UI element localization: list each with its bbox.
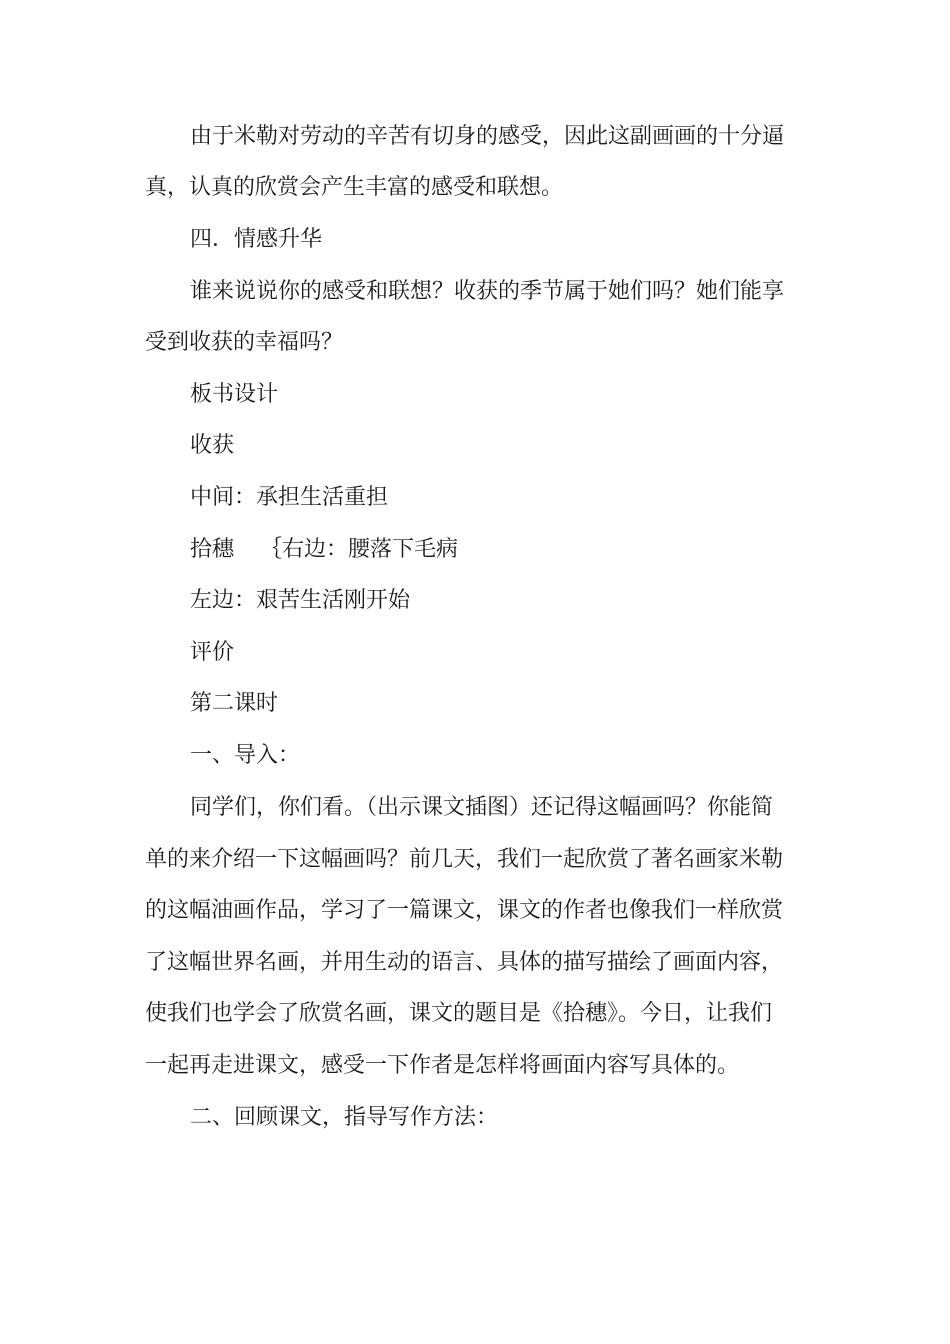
paragraph-line: 由于米勒对劳动的辛苦有切身的感受，因此这副画画的十分逼 [190, 124, 785, 149]
paragraph-line: 受到收获的幸福吗？ [145, 330, 344, 355]
lesson-heading: 第二课时 [190, 691, 279, 716]
paragraph-line: 真，认真的欣赏会产生丰富的感受和联想。 [145, 175, 564, 200]
board-line-right: ｛右边：腰落下毛病 [260, 537, 459, 562]
section-heading: 四．情感升华 [190, 227, 323, 252]
board-line-middle: 中间：承担生活重担 [190, 485, 389, 510]
paragraph-line: 谁来说说你的感受和联想？收获的季节属于她们吗？她们能享 [190, 279, 785, 304]
board-design-heading: 板书设计 [190, 382, 279, 407]
board-evaluation: 评价 [190, 640, 235, 665]
paragraph-line: 了这幅世界名画，并用生动的语言、具体的描写描绘了画面内容， [145, 950, 784, 975]
board-title: 收获 [190, 433, 235, 458]
paragraph-line: 单的来介绍一下这幅画吗？前几天，我们一起欣赏了著名画家米勒 [145, 847, 784, 872]
section-heading: 二、回顾课文，指导写作方法： [190, 1105, 499, 1130]
section-heading: 一、导入： [190, 743, 301, 768]
paragraph-line: 使我们也学会了欣赏名画，课文的题目是《拾穗》。今日，让我们 [145, 1001, 773, 1026]
board-line-center [190, 535, 458, 565]
board-center-label: 拾穗 [190, 537, 235, 562]
paragraph-line: 同学们，你们看。（出示课文插图）还记得这幅画吗？你能简 [190, 795, 774, 820]
paragraph-line: 一起再走进课文，感受一下作者是怎样将画面内容写具体的。 [145, 1053, 740, 1078]
paragraph-line: 的这幅油画作品，学习了一篇课文，课文的作者也像我们一样欣赏 [145, 898, 784, 923]
board-line-left: 左边：艰苦生活刚开始 [190, 588, 411, 613]
